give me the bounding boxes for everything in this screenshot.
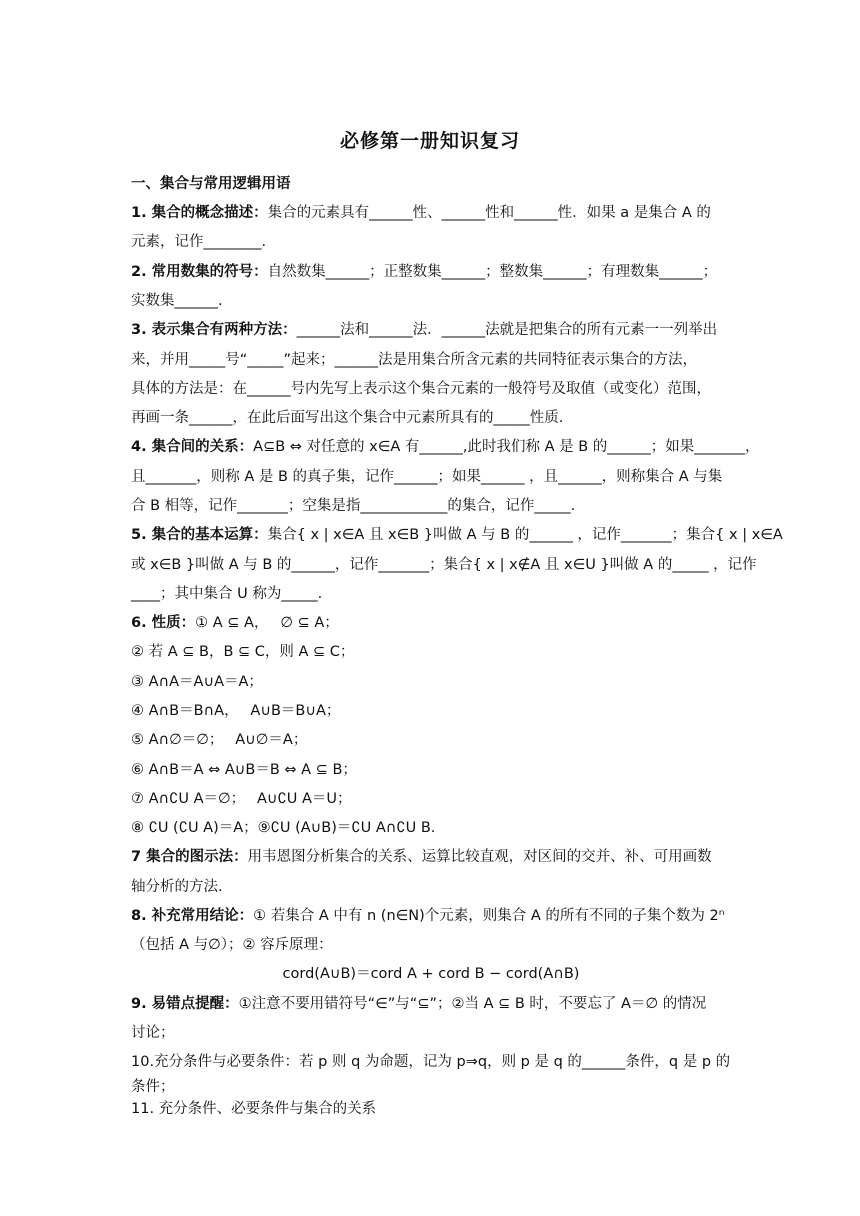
- text-line: [131, 789, 731, 809]
- text-line: [131, 672, 731, 692]
- item-heading: 3. 表示集合有两种方法：: [131, 322, 297, 338]
- item-text: 10.充分条件与必要条件：若 p 则 q 为命题，记为 p⇒q，则 p 是 q 的______条件，q 是 p 的: [131, 1054, 731, 1070]
- item-text: 集合{ x | x∈A 且 x∈B }叫做 A 与 B 的______ ，记作_______；集合{ x | x∈A: [267, 527, 783, 543]
- item-text: 自然数集______；正整数集______；整数集______；有理数集______；: [267, 264, 718, 280]
- text-line: [131, 613, 731, 633]
- item-text: ② 若 A ⊆ B，B ⊆ C，则 A ⊆ C；: [131, 644, 355, 660]
- text-line: [131, 584, 731, 604]
- text-line: [131, 730, 731, 750]
- text-line: [131, 701, 731, 721]
- text-line: [131, 555, 757, 575]
- item-heading: 8. 补充常用结论：: [131, 908, 254, 924]
- text-line: [131, 437, 760, 457]
- item-text: ⑦ A∩∁U A＝∅； A∪∁U A＝U；: [131, 791, 352, 807]
- text-line: [131, 262, 731, 282]
- item-heading: 7 集合的图示法：: [131, 849, 248, 865]
- item-text: ③ A∩A＝A∪A＝A；: [131, 674, 263, 690]
- text-line: [131, 906, 731, 926]
- item-text: 轴分析的方法.: [131, 879, 223, 895]
- text-line: [131, 467, 731, 487]
- item-text: 来，并用_____号“_____”起来；______法是用集合所含元素的共同特征表示集合的方法，: [131, 352, 698, 368]
- text-line: [131, 642, 731, 662]
- text-line: [131, 203, 731, 223]
- item-heading: 4. 集合间的关系：: [131, 439, 254, 455]
- item-text: 集合的元素具有______性、______性和______性．如果 a 是集合 A 的: [267, 205, 711, 221]
- item-text: 实数集______.: [131, 293, 223, 309]
- item-text: 元素，记作________.: [131, 234, 267, 250]
- formula-text: cord(A∪B)＝cord A + cord B − cord(A∩B): [282, 966, 580, 982]
- item-text: 且_______，则称 A 是 B 的真子集，记作______；如果______ ，且______，则称集合 A 与集: [131, 469, 723, 485]
- text-line: [131, 291, 731, 311]
- item-text: ④ A∩B＝B∩A， A∪B＝B∪A；: [131, 703, 341, 719]
- text-line: [131, 877, 731, 897]
- item-text: 具体的方法是：在______号内先写上表示这个集合元素的一般符号及取值（或变化）范围，: [131, 381, 711, 397]
- item-text: （包括 A 与∅）；② 容斥原理：: [131, 937, 333, 953]
- item-heading: 2. 常用数集的符号：: [131, 264, 268, 280]
- item-text: 条件；: [131, 1079, 175, 1095]
- text-line: [131, 935, 731, 955]
- text-line: [131, 320, 731, 340]
- formula-line: [131, 964, 731, 984]
- item-heading: 9. 易错点提醒：: [131, 996, 239, 1012]
- item-text: ①注意不要用错符号“∈”与“⊆”；②当 A ⊆ B 时，不要忘了 A＝∅ 的情况: [238, 996, 707, 1012]
- item-text: ______法和______法．______法就是把集合的所有元素一一列举出: [296, 322, 718, 338]
- text-line: [131, 1099, 731, 1119]
- text-line: [131, 818, 731, 838]
- item-text: A⊆B ⇔ 对任意的 x∈A 有______,此时我们称 A 是 B 的______；如果_______，: [253, 439, 760, 455]
- text-line: [131, 379, 731, 399]
- text-line: [131, 994, 731, 1014]
- item-text: 再画一条______，在此后面写出这个集合中元素所具有的_____性质.: [131, 410, 564, 426]
- item-text: 11. 充分条件、必要条件与集合的关系: [131, 1101, 377, 1117]
- item-heading: 5. 集合的基本运算：: [131, 527, 268, 543]
- text-line: [131, 1023, 731, 1043]
- section-heading: 一、集合与常用逻辑用语: [131, 176, 291, 192]
- item-text: ⑤ A∩∅＝∅； A∪∅＝A；: [131, 732, 308, 748]
- item-text: ____；其中集合 U 称为_____.: [131, 586, 323, 602]
- item-text: 讨论；: [131, 1025, 175, 1041]
- text-line: [131, 847, 731, 867]
- item-text: 用韦恩图分析集合的关系、运算比较直观，对区间的交并、补、可用画数: [247, 849, 712, 865]
- item-text: ⑧ ∁U (∁U A)＝A；⑨∁U (A∪B)＝∁U A∩∁U B.: [131, 820, 436, 836]
- text-line: [131, 232, 731, 252]
- item-text: ① A ⊆ A， ∅ ⊆ A；: [195, 615, 339, 631]
- item-heading: 1. 集合的概念描述：: [131, 205, 268, 221]
- page-title: 必修第一册知识复习: [339, 130, 520, 152]
- item-text: ⑥ A∩B＝A ⇔ A∪B＝B ⇔ A ⊆ B；: [131, 762, 357, 778]
- text-line: [131, 1052, 731, 1072]
- item-text: 或 x∈B }叫做 A 与 B 的______，记作_______；集合{ x | x∉A 且 x∈U }叫做 A 的_____ ，记作: [131, 557, 757, 573]
- text-line: [131, 408, 731, 428]
- text-line: [131, 525, 783, 545]
- text-line: [131, 760, 731, 780]
- text-line: [131, 350, 731, 370]
- item-text: 合 B 相等，记作_______；空集是指____________的集合，记作_____.: [131, 498, 576, 514]
- text-line: [131, 496, 731, 516]
- item-text: ① 若集合 A 中有 n (n∈N)个元素，则集合 A 的所有不同的子集个数为 2ⁿ: [253, 908, 725, 924]
- item-heading: 6. 性质：: [131, 615, 196, 631]
- text-line: [131, 1077, 731, 1097]
